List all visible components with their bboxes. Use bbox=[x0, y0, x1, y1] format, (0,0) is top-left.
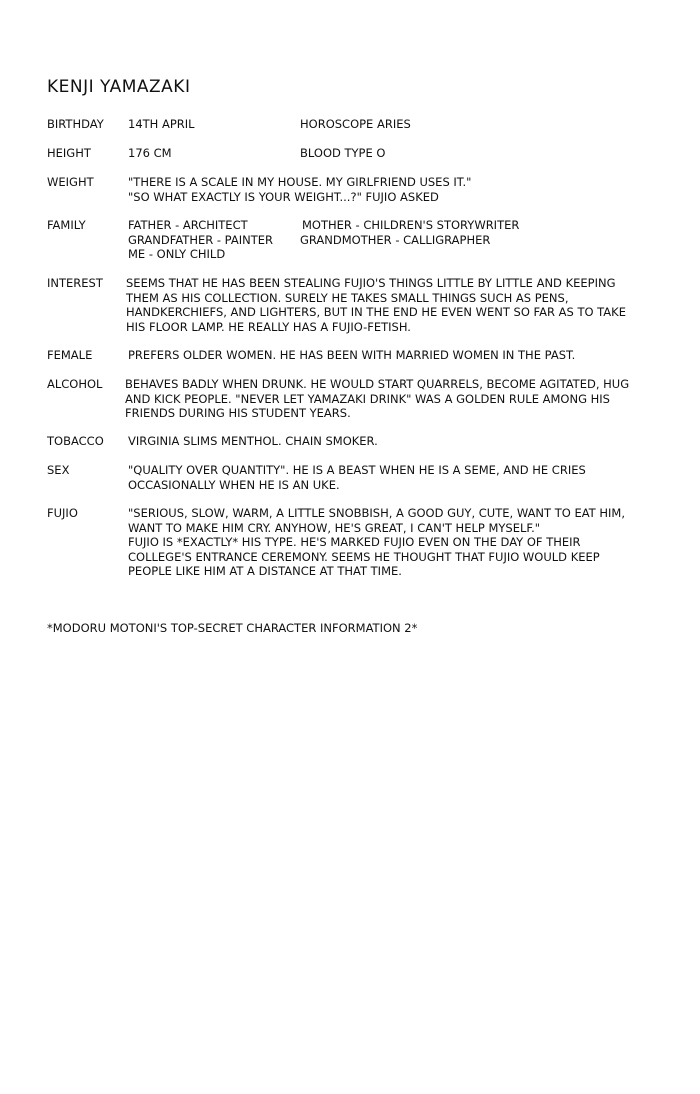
tobacco-text bbox=[128, 434, 378, 449]
birthday-label: BIRTHDAY bbox=[47, 117, 104, 131]
father-text: FATHER - ARCHITECT bbox=[128, 218, 248, 232]
weight-text bbox=[128, 175, 471, 204]
interest-label: INTEREST bbox=[47, 276, 103, 290]
interest-line: HIS FLOOR LAMP. HE REALLY HAS A FUJIO-FETISH. bbox=[126, 319, 411, 334]
weight-line: "SO WHAT EXACTLY IS YOUR WEIGHT...?" FUJIO ASKED bbox=[128, 189, 439, 204]
fujio-line: PEOPLE LIKE HIM AT A DISTANCE AT THAT TIME. bbox=[128, 564, 402, 578]
weight-label: WEIGHT bbox=[47, 175, 94, 189]
alcohol-line: FRIENDS DURING HIS STUDENT YEARS. bbox=[125, 406, 351, 420]
interest-line: SEEMS THAT HE HAS BEEN STEALING FUJIO'S THINGS LITTLE BY LITTLE AND KEEPING bbox=[126, 276, 616, 290]
alcohol-label: ALCOHOL bbox=[47, 377, 103, 391]
fujio-line: WANT TO MAKE HIM CRY. ANYHOW, HE'S GREAT, I CAN'T HELP MYSELF." bbox=[128, 520, 541, 535]
height-label: HEIGHT bbox=[47, 146, 91, 160]
family-line bbox=[128, 218, 648, 233]
interest-text bbox=[126, 276, 626, 334]
sex-line: OCCASIONALLY WHEN HE IS AN UKE. bbox=[128, 477, 340, 492]
family-line bbox=[128, 247, 648, 262]
family-label: FAMILY bbox=[47, 218, 86, 232]
fujio-line: "SERIOUS, SLOW, WARM, A LITTLE SNOBBISH, A GOOD GUY, CUTE, WANT TO EAT HIM, bbox=[128, 506, 625, 520]
weight-line: "THERE IS A SCALE IN MY HOUSE. MY GIRLFRIEND USES IT." bbox=[128, 175, 472, 189]
footnote: *MODORU MOTONI'S TOP-SECRET CHARACTER INFORMATION 2* bbox=[47, 621, 418, 635]
page-title: KENJI YAMAZAKI bbox=[47, 77, 191, 97]
interest-line: THEM AS HIS COLLECTION. SURELY HE TAKES SMALL THINGS SUCH AS PENS, bbox=[126, 290, 569, 305]
horoscope-value: HOROSCOPE ARIES bbox=[300, 117, 411, 131]
sex-line: "QUALITY OVER QUANTITY". HE IS A BEAST WHEN HE IS A SEME, AND HE CRIES bbox=[128, 463, 586, 477]
tobacco-label: TOBACCO bbox=[47, 434, 104, 448]
mother-text: MOTHER - CHILDREN'S STORYWRITER bbox=[302, 218, 520, 232]
alcohol-line: AND KICK PEOPLE. "NEVER LET YAMAZAKI DRINK" WAS A GOLDEN RULE AMONG HIS bbox=[125, 391, 610, 406]
female-line: PREFERS OLDER WOMEN. HE HAS BEEN WITH MARRIED WOMEN IN THE PAST. bbox=[128, 348, 576, 362]
sex-text bbox=[128, 463, 586, 492]
fujio-text bbox=[128, 506, 625, 579]
interest-line: HANDKERCHIEFS, AND LIGHTERS, BUT IN THE END HE EVEN WENT SO FAR AS TO TAKE bbox=[126, 305, 626, 319]
female-label: FEMALE bbox=[47, 348, 93, 362]
alcohol-line: BEHAVES BADLY WHEN DRUNK. HE WOULD START QUARRELS, BECOME AGITATED, HUG bbox=[125, 377, 630, 391]
female-text bbox=[128, 348, 575, 363]
grandmother-text: GRANDMOTHER - CALLIGRAPHER bbox=[300, 232, 491, 247]
fujio-label: FUJIO bbox=[47, 506, 78, 520]
alcohol-text bbox=[125, 377, 629, 421]
sex-label: SEX bbox=[47, 463, 70, 477]
blood-type-value: BLOOD TYPE O bbox=[300, 146, 386, 160]
fujio-line: FUJIO IS *EXACTLY* HIS TYPE. HE'S MARKED FUJIO EVEN ON THE DAY OF THEIR bbox=[128, 535, 581, 549]
me-text: ME - ONLY CHILD bbox=[128, 247, 226, 261]
grandfather-text: GRANDFATHER - PAINTER bbox=[128, 232, 274, 247]
tobacco-line: VIRGINIA SLIMS MENTHOL. CHAIN SMOKER. bbox=[128, 434, 378, 448]
family-text bbox=[128, 218, 648, 262]
height-value: 176 CM bbox=[128, 146, 172, 160]
birthday-value: 14TH APRIL bbox=[128, 117, 195, 131]
fujio-line: COLLEGE'S ENTRANCE CEREMONY. SEEMS HE THOUGHT THAT FUJIO WOULD KEEP bbox=[128, 549, 600, 564]
family-line bbox=[128, 233, 648, 248]
